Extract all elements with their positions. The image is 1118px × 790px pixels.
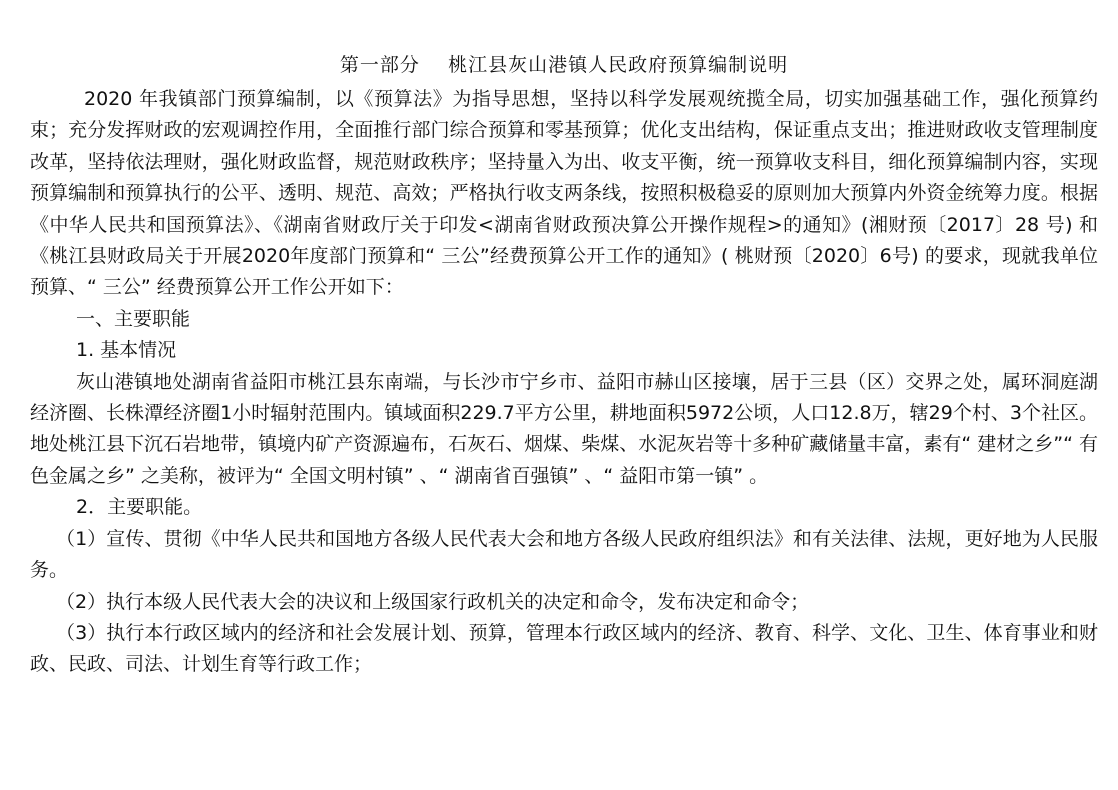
- duty-item-1: （1）宣传、贯彻《中华人民共和国地方各级人民代表大会和地方各级人民政府组织法》和有关法律、法规，更好地为人民服务。: [30, 527, 1098, 582]
- subheading-basic-info: 1. 基本情况: [76, 339, 177, 362]
- basic-info-paragraph: 灰山港镇地处湖南省益阳市桃江县东南端，与长沙市宁乡市、益阳市赫山区接壤，居于三县（区）交界之处，属环洞庭湖经济圈、长株潭经济圈1小时辐射范围内。镇域面积229.7平方公里，耕地面积5972公顷，人口12.8万，辖29个村、3个社区。地处桃江县下沉石岩地带，镇境内矿产资源遍布，石灰石、烟煤、柴煤、水泥灰岩等十多种矿藏储量丰富，素有“ 建材之乡”“ 有色金属之乡” 之美称，被评为“ 全国文明村镇” 、“ 湖南省百强镇” 、“ 益阳市第一镇” 。: [30, 370, 1098, 487]
- subheading-main-duties: 2．主要职能。: [76, 496, 203, 519]
- duty-item-3: （3）执行本行政区域内的经济和社会发展计划、预算，管理本行政区域内的经济、教育、科学、文化、卫生、体育事业和财政、民政、司法、计划生育等行政工作；: [30, 621, 1098, 676]
- section-heading-main-functions: 一、主要职能: [76, 307, 191, 330]
- intro-paragraph: 2020 年我镇部门预算编制，以《预算法》为指导思想，坚持以科学发展观统揽全局，切实加强基础工作，强化预算约束；充分发挥财政的宏观调控作用，全面推行部门综合预算和零基预算；优化支出结构，保证重点支出；推进财政收支管理制度改革，坚持依法理财，强化财政监督，规范财政秩序；坚持量入为出、收支平衡，统一预算收支科目，细化预算编制内容，实现预算编制和预算执行的公平、透明、规范、高效；严格执行收支两条线，按照积极稳妥的原则加大预算内外资金统筹力度。根据《中华人民共和国预算法》、《湖南省财政厅关于印发<湖南省财政预决算公开操作规程>的通知》(湘财预〔2017〕28 号) 和《桃江县财政局关于开展2020年度部门预算和“ 三公”经费预算公开工作的通知》( 桃财预〔2020〕6号) 的要求，现就我单位预算、“ 三公” 经费预算公开工作公开如下：: [30, 88, 1098, 299]
- duty-item-2: （2）执行本级人民代表大会的决议和上级国家行政机关的决定和命令，发布决定和命令；: [56, 590, 810, 613]
- document-title: 第一部分 桃江县灰山港镇人民政府预算编制说明: [339, 54, 789, 76]
